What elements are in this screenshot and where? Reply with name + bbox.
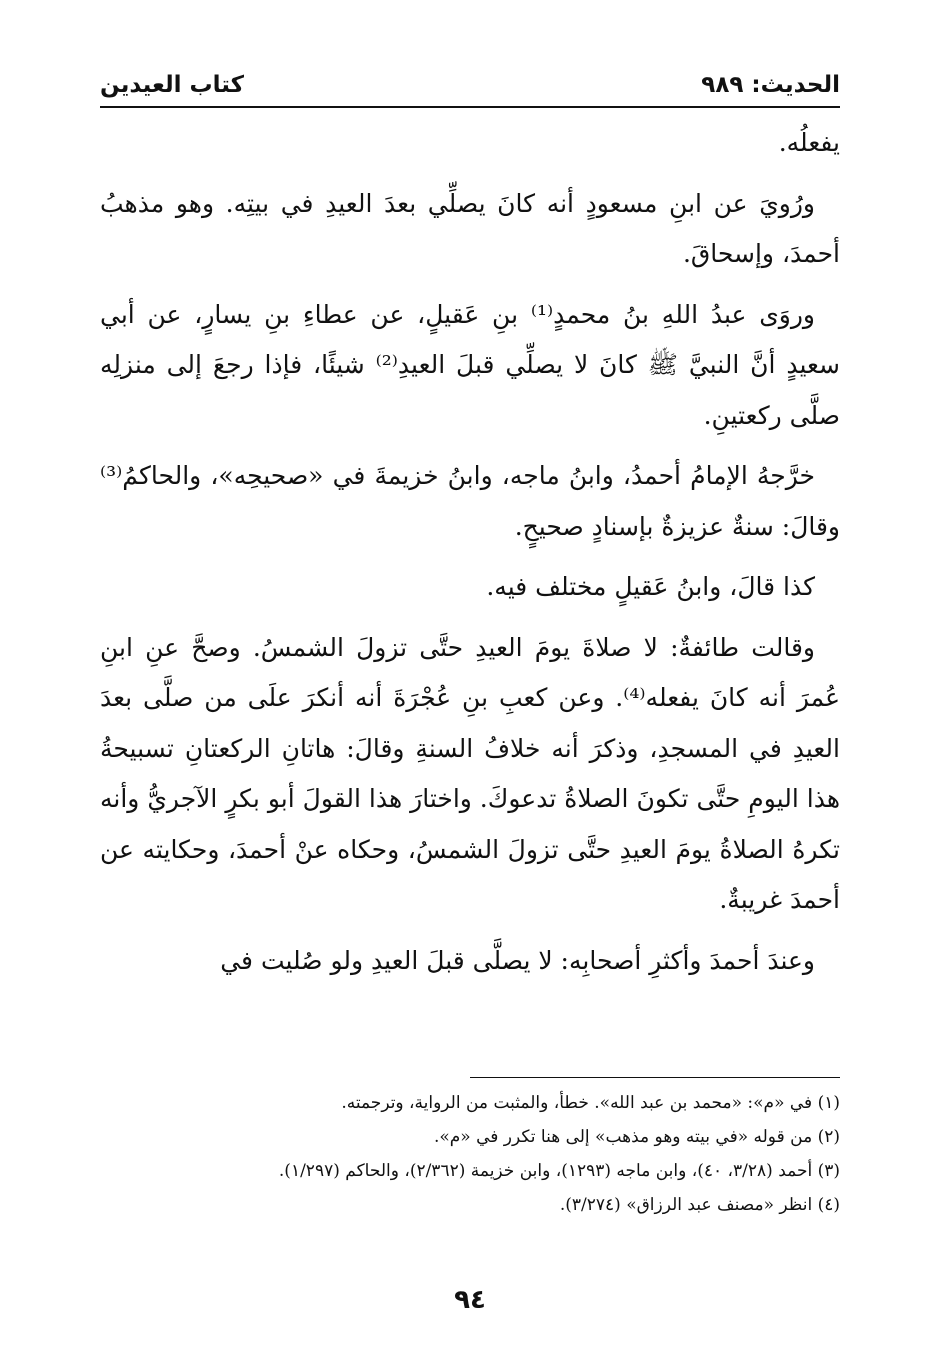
footnote-divider xyxy=(470,1077,840,1078)
book-title: كتاب العيدين xyxy=(100,72,245,98)
footnotes xyxy=(100,1086,840,1222)
footnote: (٣) أحمد (٣/٢٨، ٤٠)، وابن ماجه (١٢٩٣)، وابن خزيمة (٢/٣٦٢)، والحاكم (١/٢٩٧). xyxy=(278,1161,840,1181)
paragraph: وروَى عبدُ اللهِ بنُ محمدٍ⁽¹⁾ بنِ عَقيلٍ، عن عطاءِ بنِ يسارٍ، عن أبي سعيدٍ أنَّ النبيَّ ﷺ كانَ لا يصلِّي قبلَ العيدِ⁽²⁾ شيئًا، فإذا رجعَ إلى منزلِه صلَّى ركعتينِ. xyxy=(100,299,840,430)
footnote: (٤) انظر «مصنف عبد الرزاق» (٣/٢٧٤). xyxy=(559,1195,840,1215)
running-header xyxy=(100,68,840,102)
paragraph: ورُويَ عن ابنِ مسعودٍ أنه كانَ يصلِّي بعدَ العيدِ في بيتِه. وهو مذهبُ أحمدَ، وإسحاقَ. xyxy=(100,188,840,268)
paragraph: خرَّجهُ الإمامُ أحمدُ، وابنُ ماجه، وابنُ خزيمةَ في «صحيحِه»، والحاكمُ⁽³⁾ وقالَ: سنةٌ عزيزةٌ بإسنادٍ صحيحٍ. xyxy=(100,461,840,541)
footnote: (٢) من قوله «في بيته وهو مذهب» إلى هنا تكرر في «م». xyxy=(433,1127,840,1147)
hadith-number: الحديث: ٩٨٩ xyxy=(701,72,840,98)
paragraph: وعندَ أحمدَ وأكثرِ أصحابِه: لا يصلَّى قبلَ العيدِ ولو صُليت في xyxy=(220,945,815,975)
paragraph: وقالت طائفةٌ: لا صلاةَ يومَ العيدِ حتَّى تزولَ الشمسُ. وصحَّ عنِ ابنِ عُمرَ أنه كانَ يفعله⁽⁴⁾. وعن كعبِ بنِ عُجْرَةَ أنه أنكرَ علَى من صلَّى بعدَ العيدِ في المسجدِ، وذكرَ أنه خلافُ السنةِ وقالَ: هاتانِ الركعتانِ تسبيحةُ هذا اليومِ حتَّى تكونَ الصلاةُ تدعوكَ. واختارَ هذا القولَ أبو بكرٍ الآجريُّ وأنه تكرهُ الصلاةُ يومَ العيدِ حتَّى تزولَ الشمسُ، وحكاه عنْ أحمدَ، وحكايته عن أحمدَ غريبةٌ. xyxy=(100,632,840,914)
main-text xyxy=(100,118,840,996)
paragraph: يفعلُه. xyxy=(778,128,840,157)
footnote: (١) في «م»: «محمد بن عبد الله». خطأ، والمثبت من الرواية، وترجمته. xyxy=(341,1093,840,1113)
page-number: ٩٤ xyxy=(454,1285,486,1315)
header-divider xyxy=(100,106,840,108)
paragraph: كذا قالَ، وابنُ عَقيلٍ مختلف فيه. xyxy=(486,572,815,601)
